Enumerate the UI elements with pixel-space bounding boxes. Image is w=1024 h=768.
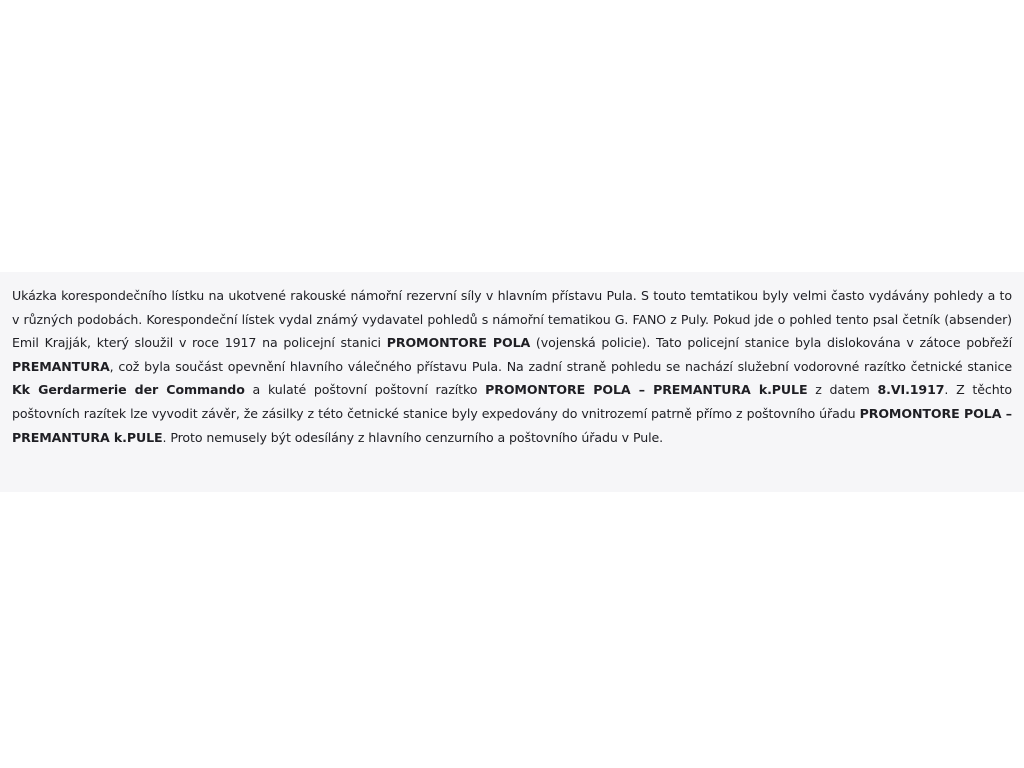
- paragraph-text: , což byla součást opevnění hlavního válečného přístavu Pula. Na zadní straně pohledu se nachází služební vodorovné razítko četnické stanice: [109, 358, 1012, 374]
- paragraph-text: z datem: [807, 382, 878, 398]
- postmark-date: 8.VI.1917: [877, 382, 945, 398]
- post-office-name: PROMONTORE POLA – PREMANTURA k.PULE: [12, 405, 1012, 445]
- paragraph-text: Ukázka korespondečního lístku na ukotvené rakouské námořní rezervní síly v hlavním přístavu Pula. S touto temtatikou byly velmi často vydávány pohledy a to v různých podobách. Korespondeční lístek vydal známý vydavatel pohledů s námořní tematikou G. FANO z Puly. Pokud jde o pohled tento psal četník (absender) Emil Krajják, který sloužil v roce 1917 na policejní stanici: [12, 288, 1012, 351]
- paragraph-text: a kulaté poštovní poštovní razítko: [244, 382, 486, 398]
- station-name-promontore-pola: PROMONTORE POLA: [386, 335, 531, 351]
- paragraph-text: . Proto nemusely být odesílány z hlavního cenzurního a poštovního úřadu v Pule.: [162, 429, 664, 445]
- paragraph-text: . Z těchto poštovních razítek lze vyvodit závěr, že zásilky z této četnické stanice byly expedovány do vnitrozemí patrně přímo z poštovního úřadu: [12, 382, 1013, 421]
- place-name-premantura: PREMANTURA: [12, 358, 110, 374]
- stamp-name-gendarmerie: Kk Gerdarmerie der Commando: [12, 382, 245, 398]
- postmark-name: PROMONTORE POLA – PREMANTURA k.PULE: [485, 382, 808, 398]
- paragraph-text: (vojenská policie). Tato policejní stanice byla dislokována v zátoce pobřeží: [530, 335, 1012, 351]
- description-paragraph: [12, 284, 1012, 449]
